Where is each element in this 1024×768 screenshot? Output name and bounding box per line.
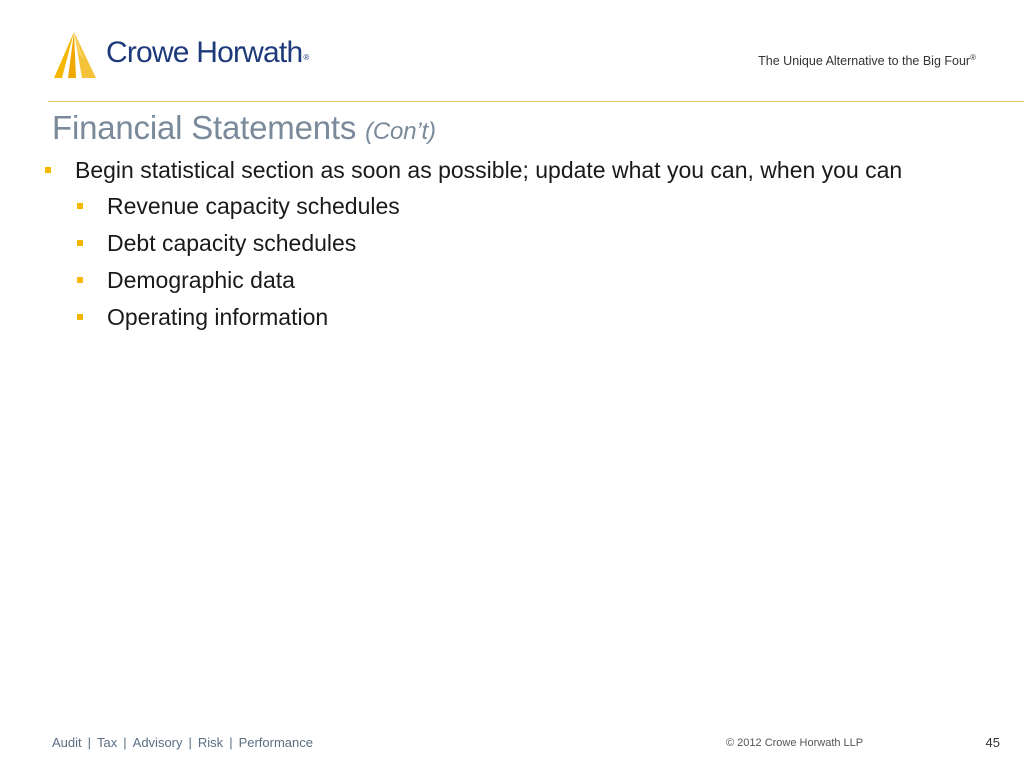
- square-bullet-icon: [77, 277, 83, 283]
- service-performance: Performance: [238, 735, 313, 750]
- tagline-text: The Unique Alternative to the Big Four: [758, 54, 971, 69]
- company-logo: [48, 30, 308, 80]
- sub-bullet-text: Demographic data: [107, 267, 295, 293]
- bullet-item: [40, 154, 1010, 190]
- square-bullet-icon: [45, 167, 51, 173]
- service-tax: Tax: [97, 735, 118, 750]
- brand-registered-mark: ®: [303, 53, 309, 62]
- tagline: [758, 53, 976, 68]
- header-divider: [48, 101, 1024, 102]
- sub-bullet-item: [40, 301, 1010, 338]
- sub-bullet-text: Revenue capacity schedules: [107, 193, 400, 219]
- page-subtitle: (Con’t): [365, 118, 436, 145]
- brand-name-text: Crowe Horwath: [106, 36, 303, 69]
- sub-bullet-item: [40, 190, 1010, 227]
- separator: |: [123, 735, 127, 750]
- brand-name: [106, 38, 308, 68]
- sub-bullet-item: [40, 227, 1010, 264]
- copyright: © 2012 Crowe Horwath LLP: [726, 737, 864, 749]
- sub-bullet-text: Operating information: [107, 304, 329, 330]
- separator: |: [87, 735, 92, 750]
- crowe-horwath-logo-icon: [48, 30, 100, 80]
- service-risk: Risk: [197, 735, 224, 750]
- service-advisory: Advisory: [132, 735, 183, 750]
- bullet-list: [40, 154, 1010, 338]
- tagline-registered-mark: ®: [970, 53, 976, 62]
- separator: |: [229, 735, 233, 750]
- bullet-text: Begin statistical section as soon as possible; update what you can, when you can: [75, 157, 903, 183]
- square-bullet-icon: [77, 240, 83, 246]
- page-number: 45: [985, 735, 1000, 750]
- service-audit: Audit: [52, 735, 82, 750]
- service-lines: [52, 735, 313, 750]
- square-bullet-icon: [77, 203, 83, 209]
- square-bullet-icon: [77, 314, 83, 320]
- page-title: [52, 109, 436, 147]
- sub-bullet-text: Debt capacity schedules: [107, 230, 357, 256]
- sub-bullet-item: [40, 264, 1010, 301]
- separator: |: [188, 735, 192, 750]
- page-title-text: Financial Statements: [52, 109, 357, 146]
